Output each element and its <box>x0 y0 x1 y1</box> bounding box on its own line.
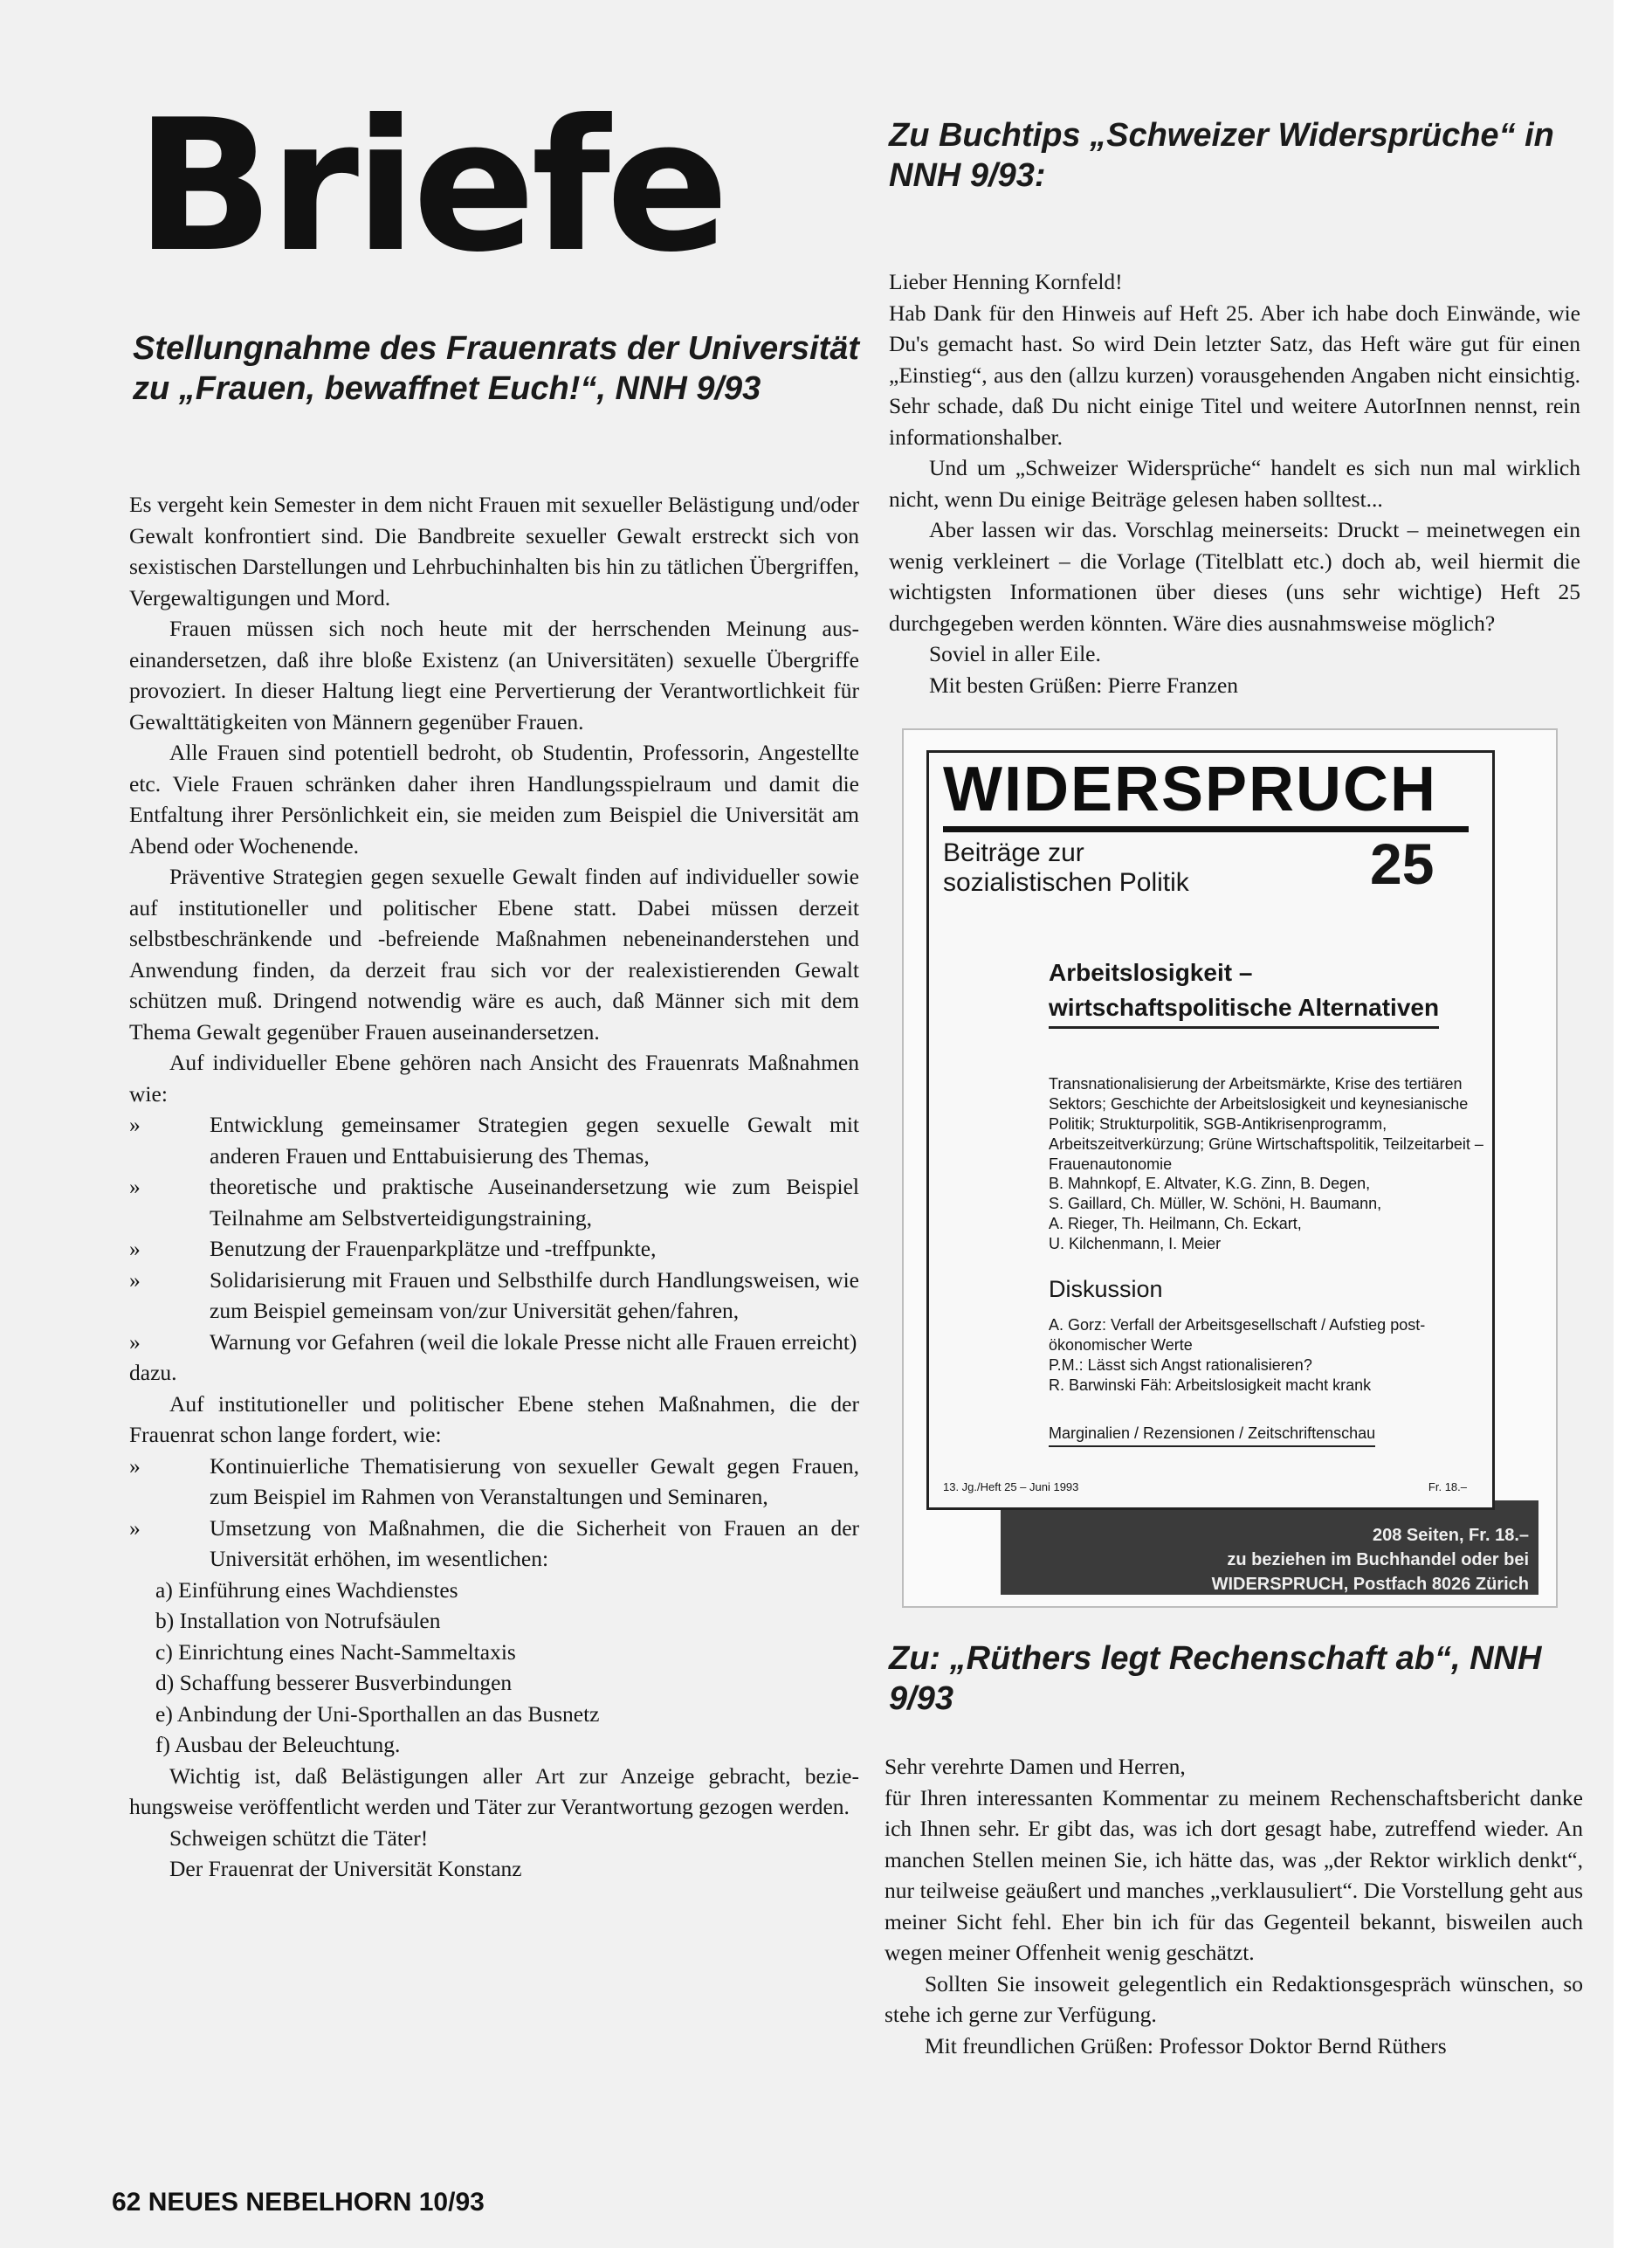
list-item: » Entwicklung gemeinsamer Strategien gegen sexuelle Gewalt mit anderen Frauen und Enttabuisierung des Themas, <box>129 1109 859 1171</box>
cover-order-text <box>1040 1523 1529 1596</box>
paragraph: Wichtig ist, daß Belästigungen aller Art zur Anzeige gebracht, beziehungsweise veröffentlicht werden und Täter zur Verantwortung gezogen werden. <box>129 1762 859 1819</box>
order-line: 208 Seiten, Fr. 18.– <box>1373 1526 1529 1545</box>
list-item: e) Anbindung der Uni-Sporthallen an das Busnetz <box>155 1700 600 1727</box>
cover-price: Fr. 18.– <box>1428 1480 1467 1493</box>
order-line: zu beziehen im Buchhandel oder bei <box>1227 1550 1529 1569</box>
cover-authors <box>1049 1174 1485 1254</box>
paragraph: dazu. <box>129 1360 177 1385</box>
cover-author-line: A. Rieger, Th. Heilmann, Ch. Eckart, <box>1049 1215 1302 1232</box>
paragraph: Auf institutioneller und politischer Ebene stehen Maßnahmen, die der Frauenrat schon lange fordert, wie: <box>129 1390 859 1447</box>
page-footer: 62 NEUES NEBELHORN 10/93 <box>112 2188 485 2217</box>
cover-discussion-item: R. Barwinski Fäh: Arbeitslosigkeit macht krank <box>1049 1376 1372 1394</box>
cover-subtitle-line: Beiträge zur <box>943 838 1084 867</box>
motto: Schweigen schützt die Täter! <box>169 1824 429 1851</box>
institutional-measures-list <box>129 1451 859 1575</box>
list-item: » Solidarisierung mit Frauen und Selbsthilfe durch Handlungsweisen, wie zum Beispiel gemeinsam von/zur Universität gehen/fahren, <box>129 1265 859 1327</box>
signature: Mit besten Grüßen: Pierre Franzen <box>929 672 1239 698</box>
signature: Mit freundlichen Grüßen: Professor Doktor Bernd Rüthers <box>925 2032 1447 2058</box>
list-item: c) Einrichtung eines Nacht-Sammeltaxis <box>155 1638 516 1665</box>
paragraph: Alle Frauen sind potentiell bedroht, ob Studentin, Professorin, Angestellte etc. Viele Frauen schränken daher ihren Handlungsspielraum und damit die Entfaltung ihrer Persönlichkeit ein, sie meiden zum Beispiel die Universität am Abend oder Wochenende. <box>129 740 859 859</box>
paragraph: Soviel in aller Eile. <box>929 641 1101 666</box>
paragraph: Aber lassen wir das. Vorschlag meinerseits: Druckt – meinetwegen ein wenig verkleinert – die Vorlage (Titelblatt etc.) doch ab, weil hiermit die wichtigsten Informationen über dieses (uns sehr wichtige) Heft 25 durchgegeben werden könnten. Wäre dies ausnahmsweise möglich? <box>889 517 1580 636</box>
list-item: b) Installation von Notrufsäulen <box>155 1608 441 1633</box>
signature: Der Frauenrat der Universität Konstanz <box>169 1856 522 1881</box>
list-item: f) Ausbau der Beleuchtung. <box>155 1732 401 1757</box>
right-letter-1-body <box>889 266 1580 700</box>
left-letter-heading: Stellungnahme des Frauenrats der Universität zu „Frauen, bewaffnet Euch!“, NNH 9/93 <box>133 330 860 407</box>
cover-discussion-items <box>1049 1315 1485 1396</box>
cover-author-line: B. Mahnkopf, E. Altvater, K.G. Zinn, B. Degen, <box>1049 1175 1371 1192</box>
cover-discussion-heading: Diskussion <box>1049 1276 1163 1302</box>
magazine-cover-image <box>902 728 1558 1608</box>
cover-subtitle <box>943 838 1189 898</box>
list-item: » theoretische und praktische Auseinandersetzung wie zum Beispiel Teilnahme am Selbstverteidigungstraining, <box>129 1171 859 1233</box>
safety-measures-list <box>129 1575 859 1761</box>
cover-volume: 13. Jg./Heft 25 – Juni 1993 <box>943 1480 1079 1493</box>
right-letter-2-body <box>885 1751 1583 2061</box>
order-line: WIDERSPRUCH, Postfach 8026 Zürich <box>1211 1575 1529 1594</box>
salutation: Sehr verehrte Damen und Herren, <box>885 1754 1186 1779</box>
cover-title-line: Arbeitslosigkeit – <box>1049 959 1253 986</box>
cover-meta <box>943 1480 1467 1494</box>
paragraph: Frauen müssen sich noch heute mit der herrschenden Meinung auseinandersetzen, daß ihre bloße Existenz (an Universitäten) sexuelle Übergriffe provoziert. In dieser Haltung liegt eine Pervertierung der Verantwortlichkeit für Gewalttätigkeiten von Männern gegenüber Frauen. <box>129 616 859 734</box>
cover-topics: Transnationalisierung der Arbeitsmärkte, Krise des tertiären Sektors; Geschichte der Arbeitslosigkeit und keynesianische Politik; Strukturpolitik, SGB-Antikrisenprogramm, Arbeitszeitverkürzung; Grüne Wirtschaftspolitik, Teilzeitarbeit – Frauenautonomie <box>1049 1075 1483 1173</box>
cover-author-line: S. Gaillard, Ch. Müller, W. Schöni, H. Baumann, <box>1049 1195 1382 1212</box>
paragraph: Präventive Strategien gegen sexuelle Gewalt finden auf individueller sowie auf institutioneller und politischer Ebene statt. Dabei müssen derzeit selbstbeschränkende und -befreiende Maßnahmen nebeneinanderstehen und Anwendung finden, da derzeit frau sich vor der realexistierenden Gewalt schützen muß. Dringend notwendig wäre es auch, daß Männer sich mit dem Thema Gewalt gegenüber Frauen auseinandersetzen. <box>129 864 859 1045</box>
list-item: » Warnung vor Gefahren (weil die lokale Presse nicht alle Frauen erreicht) <box>129 1327 859 1358</box>
individual-measures-list <box>129 1109 859 1357</box>
paragraph: für Ihren interessanten Kommentar zu meinem Rechenschaftsbericht danke ich Ihnen sehr. Er gibt das, was ich dort gesagt habe, zutreffend wieder. An manchen Stellen meinen Sie, ich hätte das, was „der Rektor wirklich denkt“, nur teilweise geäußert und manches „verklausuliert“. Die Vorstellung geht aus meiner Sicht fehl. Eher bin ich für das Gegenteil bekannt, bisweilen auch wegen meiner Offenheit wenig geschätzt. <box>885 1784 1583 1965</box>
paragraph: Hab Dank für den Hinweis auf Heft 25. Aber ich habe doch Einwände, wie Du's gemacht hast. So wird Dein letzter Satz, das Heft wäre gut für einen „Einstieg“, aus den (allzu kurzen) vorausgehenden Angaben nicht einsichtig. Sehr schade, daß Du nicht einige Titel und weitere AutorInnen nennst, rein informationshalber. <box>889 300 1580 450</box>
cover-title-line: wirtschaftspolitische Alternativen <box>1049 990 1439 1029</box>
list-item: » Umsetzung von Maßnahmen, die die Sicherheit von Frauen an der Universität erhöhen, im wesentlichen: <box>129 1513 859 1575</box>
paragraph: Es vergeht kein Semester in dem nicht Frauen mit sexueller Belästigung und/oder Gewalt konfrontiert sind. Die Bandbreite sexueller Gewalt erstreckt sich von sexistischen Darstellungen und Lehrbuchinhalten bis hin zu tätlichen Übergriffen, Vergewaltigungen und Mord. <box>129 492 859 610</box>
cover-discussion-item: A. Gorz: Verfall der Arbeitsgesellschaft / Aufstieg post-ökonomischer Werte <box>1049 1316 1426 1354</box>
paragraph: Und um „Schweizer Widersprüche“ handelt es sich nun mal wirklich nicht, wenn Du einige Beiträge gelesen haben solltest... <box>889 455 1580 512</box>
page-edge <box>1614 0 1652 2248</box>
paragraph: Sollten Sie insoweit gelegentlich ein Redaktionsgespräch wünschen, so stehe ich gerne zur Verfügung. <box>885 1970 1583 2027</box>
left-letter-body <box>129 489 859 1885</box>
cover-issue-number: 25 <box>1370 831 1435 896</box>
cover-title <box>1049 955 1439 1029</box>
cover-discussion-item: P.M.: Lässt sich Angst rationalisieren? <box>1049 1356 1312 1374</box>
list-item: » Kontinuierliche Thematisierung von sexueller Gewalt gegen Frauen, zum Beispiel im Rahmen von Veranstaltungen und Seminaren, <box>129 1451 859 1513</box>
section-title: Briefe <box>135 81 726 293</box>
list-item: a) Einführung eines Wachdienstes <box>155 1576 458 1603</box>
list-item: » Benutzung der Frauenparkplätze und -treffpunkte, <box>129 1233 859 1265</box>
cover-subtitle-line: sozialistischen Politik <box>943 868 1189 897</box>
paragraph: Auf individueller Ebene gehören nach Ansicht des Frauenrats Maßnahmen wie: <box>129 1050 859 1107</box>
cover-author-line: U. Kilchenmann, I. Meier <box>1049 1235 1222 1252</box>
right-letter-1-heading: Zu Buchtips „Schweizer Widersprüche“ in NNH 9/93: <box>889 117 1554 194</box>
right-letter-2-heading: Zu: „Rüthers legt Rechenschaft ab“, NNH 9/93 <box>889 1640 1542 1717</box>
cover-brand: WIDERSPRUCH <box>943 755 1438 824</box>
salutation: Lieber Henning Kornfeld! <box>889 269 1123 294</box>
cover-front <box>926 750 1495 1510</box>
list-item: d) Schaffung besserer Busverbindungen <box>155 1670 513 1695</box>
cover-marginalien: Marginalien / Rezensionen / Zeitschriftenschau <box>1049 1424 1375 1447</box>
